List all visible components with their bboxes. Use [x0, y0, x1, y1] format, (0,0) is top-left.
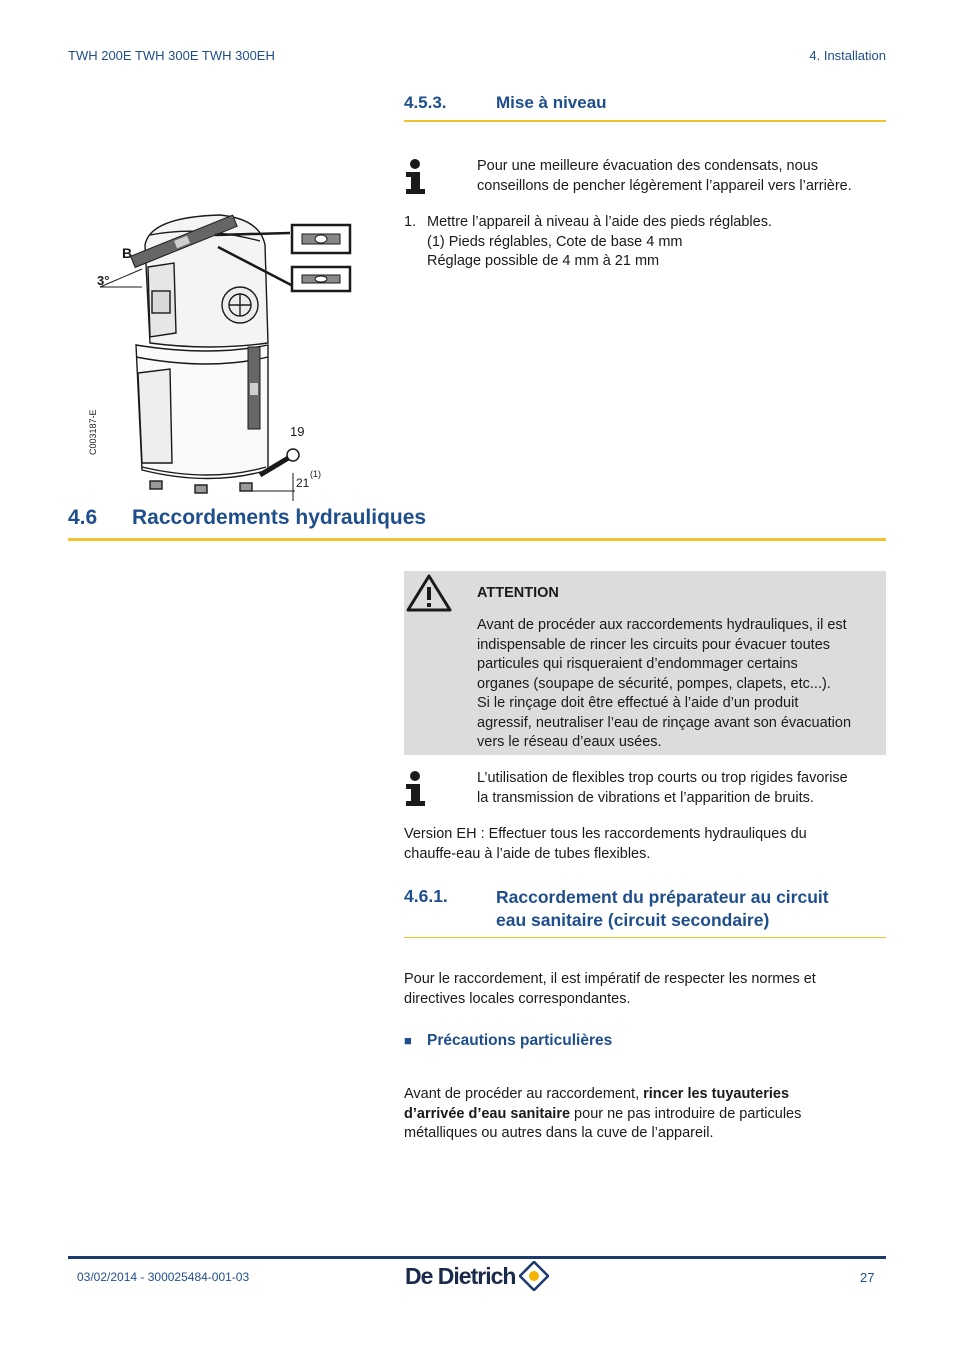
info-icon	[404, 770, 430, 806]
brand-diamond-icon	[519, 1261, 549, 1291]
section-46-title: Raccordements hydrauliques	[132, 506, 427, 529]
step-line: Réglage possible de 4 mm à 21 mm	[427, 253, 660, 269]
paragraph-line	[404, 1105, 801, 1125]
attention-line: agressif, neutraliser l’eau de rinçage avant son évacuation	[477, 714, 852, 731]
section-46-rule	[68, 538, 886, 541]
info-line: conseillons de pencher légèrement l’appareil vers l’arrière.	[477, 177, 852, 194]
section-461-paragraph	[404, 970, 816, 1009]
section-461-title	[496, 886, 829, 932]
figure-label-angle: 3°	[97, 273, 110, 288]
warning-triangle-icon	[405, 573, 453, 613]
step-line: (1) Pieds réglables, Cote de base 4 mm	[427, 233, 683, 250]
paragraph-line	[404, 1085, 801, 1105]
precautions-paragraph	[404, 1085, 801, 1144]
attention-line: organes (soupape de sécurité, pompes, clapets, etc...).	[477, 675, 831, 692]
header-doc-title: TWH 200E TWH 300E TWH 300EH	[68, 48, 275, 63]
attention-line: indispensable de rincer les circuits pour évacuer toutes	[477, 636, 831, 653]
step-line: Mettre l’appareil à niveau à l’aide des pieds réglables.	[427, 214, 772, 230]
attention-line: vers le réseau d’eaux usées.	[477, 734, 662, 750]
attention-line: Si le rinçage doit être effectué à l’aide d’un produit	[477, 695, 799, 711]
brand-logo-text: De Dietrich	[405, 1263, 516, 1289]
figure-label-21: 21	[296, 476, 310, 490]
info-line: Pour une meilleure évacuation des condensats, nous	[477, 158, 818, 174]
figure-label-b: B	[122, 245, 133, 261]
precautions-title: Précautions particulières	[427, 1032, 613, 1049]
paragraph-line: chauffe-eau à l’aide de tubes flexibles.	[404, 845, 651, 862]
section-461-number: 4.6.1.	[404, 886, 448, 906]
text-run-bold: rincer les tuyauteries	[643, 1086, 790, 1102]
info-line: la transmission de vibrations et l’apparition de bruits.	[477, 789, 814, 806]
version-eh-paragraph	[404, 825, 807, 864]
paragraph-line: Version EH : Effectuer tous les raccordements hydrauliques du	[404, 826, 807, 842]
step-text	[427, 213, 772, 272]
section-461-title-line: eau sanitaire (circuit secondaire)	[496, 910, 770, 930]
footer-rule	[68, 1256, 886, 1259]
text-run: pour ne pas introduire de particules	[570, 1105, 802, 1122]
figure-code	[88, 409, 98, 455]
page-number: 27	[860, 1270, 875, 1285]
paragraph-line: directives locales correspondantes.	[404, 990, 631, 1007]
paragraph-line: Pour le raccordement, il est impératif de respecter les normes et	[404, 971, 816, 987]
text-run: Avant de procéder au raccordement,	[404, 1086, 644, 1102]
step-number: 1.	[404, 214, 417, 230]
text-run-bold: d’arrivée d’eau sanitaire	[404, 1105, 571, 1122]
info-icon	[404, 158, 430, 194]
attention-text	[477, 616, 851, 753]
header-chapter: 4. Installation	[809, 48, 886, 63]
section-461-rule	[404, 937, 886, 938]
attention-line: particules qui risqueraient d’endommager certains	[477, 656, 798, 672]
section-461-title-line: Raccordement du préparateur au circuit	[496, 887, 829, 907]
section-46-number: 4.6	[68, 506, 98, 529]
section-453-number: 4.5.3.	[404, 93, 447, 112]
figure-code-text: C003187-E	[88, 409, 98, 455]
info-text-condensats	[477, 157, 852, 196]
section-453-title: Mise à niveau	[496, 93, 607, 112]
info-text-flexibles	[477, 769, 848, 808]
attention-line: Avant de procéder aux raccordements hydrauliques, il est	[477, 617, 847, 633]
bullet-square-icon: ■	[404, 1033, 412, 1048]
figure-label-19: 19	[290, 424, 305, 439]
footer-doc-ref: 03/02/2014 - 300025484-001-03	[77, 1270, 250, 1284]
figure-label-ref: (1)	[310, 469, 321, 479]
attention-title: ATTENTION	[477, 585, 559, 601]
section-453-rule	[404, 120, 886, 122]
paragraph-line: métalliques ou autres dans la cuve de l’appareil.	[404, 1125, 714, 1141]
info-line: L’utilisation de flexibles trop courts ou trop rigides favorise	[477, 770, 848, 786]
